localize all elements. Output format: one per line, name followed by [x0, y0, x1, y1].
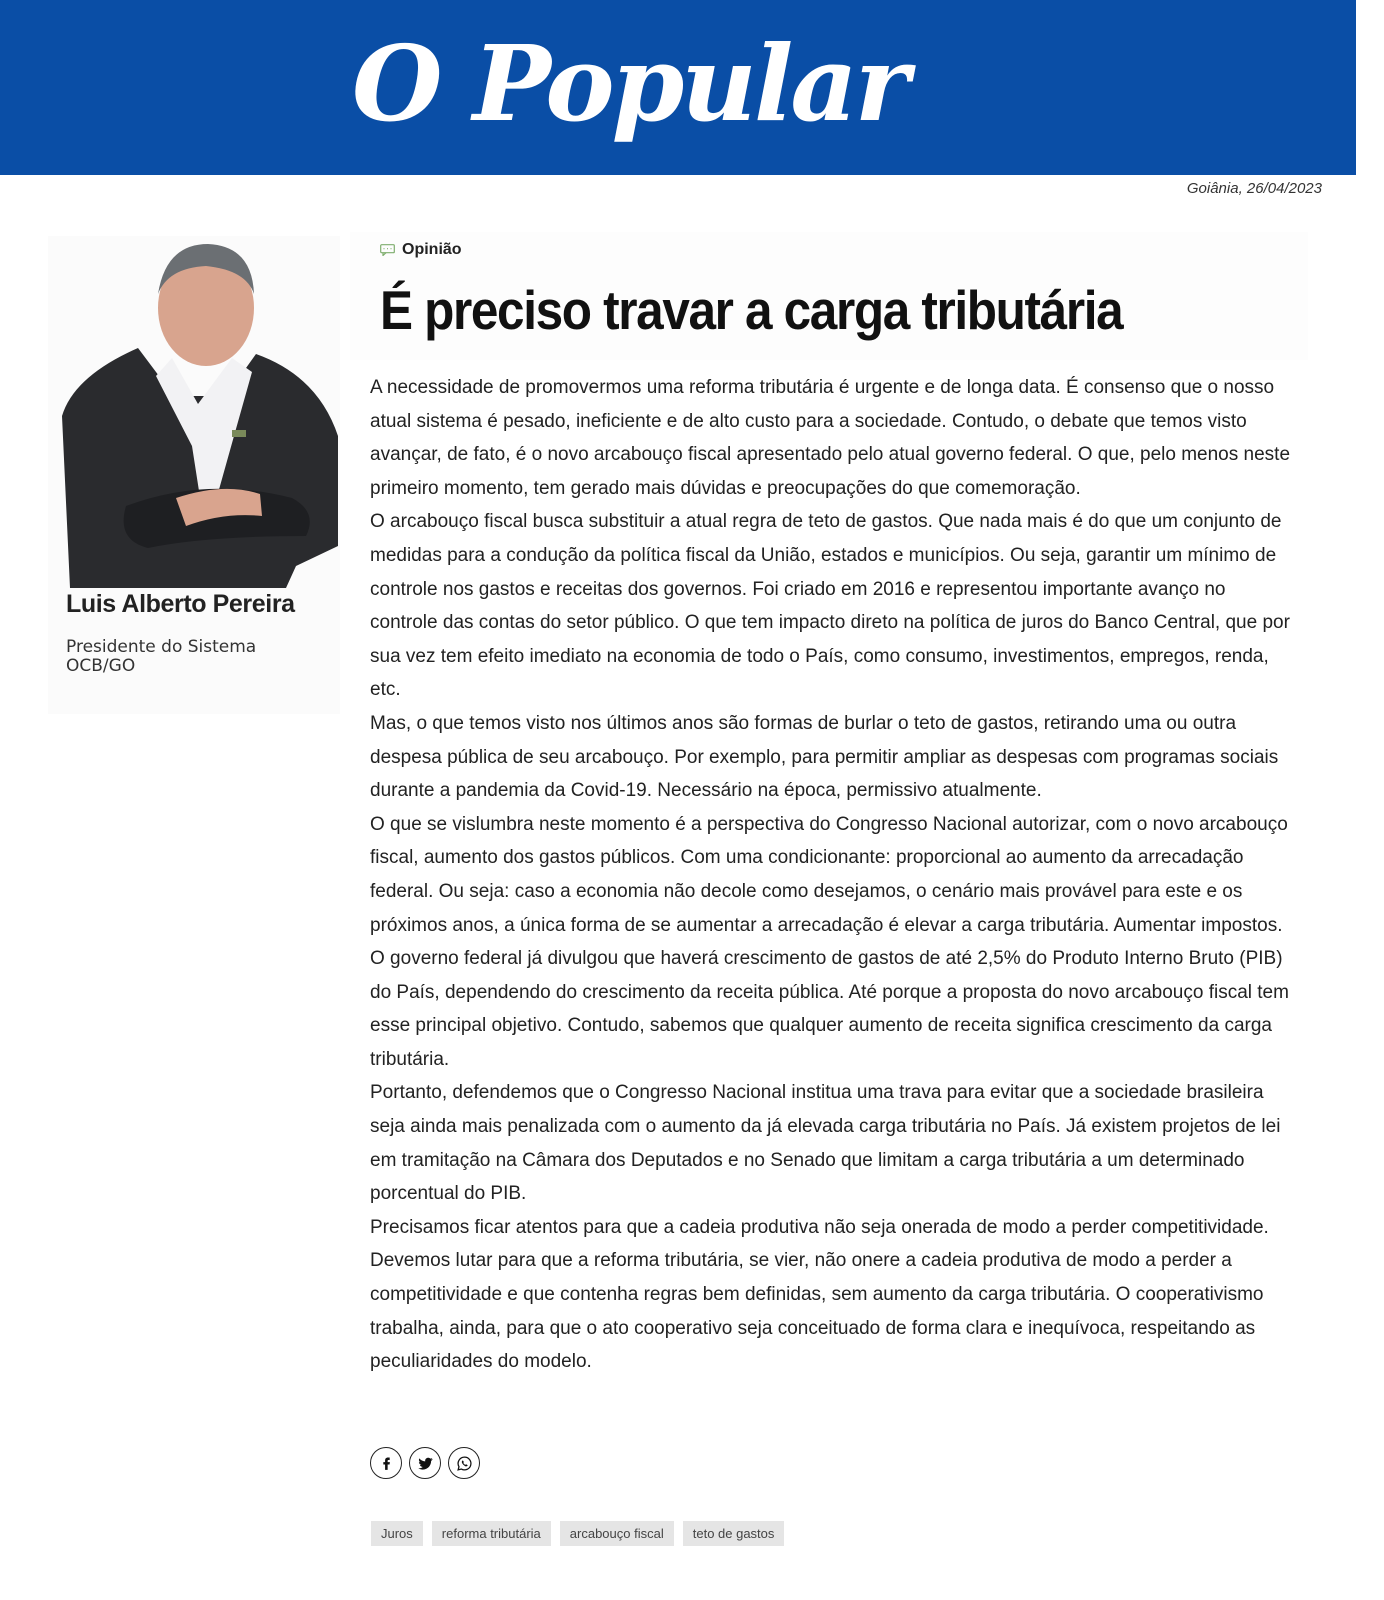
article-header — [350, 232, 1308, 360]
paragraph: O que se vislumbra neste momento é a perspectiva do Congresso Nacional autorizar, com o novo arcabouço fiscal, aumento dos gastos públicos. Com uma condicionante: proporcional ao aumento da arrecadação federal. Ou seja: caso a economia não decole como desejamos, o cenário mais provável para este e os próximos anos, a única forma de se aumentar a arrecadação é elevar a carga tributária. Aumentar impostos. — [370, 813, 1288, 936]
section-tag[interactable] — [380, 241, 462, 259]
whatsapp-share-button[interactable] — [448, 1447, 480, 1479]
facebook-share-button[interactable] — [370, 1447, 402, 1479]
twitter-icon — [417, 1455, 434, 1472]
facebook-icon — [378, 1455, 395, 1472]
tag[interactable]: Juros — [371, 1521, 423, 1546]
author-role: Presidente do Sistema OCB/GO — [66, 637, 257, 676]
paragraph: Portanto, defendemos que o Congresso Nacional institua uma trava para evitar que a sociedade brasileira seja ainda mais penalizada com o aumento da já elevada carga tributária no País. Já existem projetos de lei em tramitação na Câmara dos Deputados e no Senado que limitam a carga tributária a um determinado porcentual do PIB. — [370, 1082, 1281, 1205]
paragraph: O governo federal já divulgou que haverá crescimento de gastos de até 2,5% do Produto Interno Bruto (PIB) do País, dependendo do crescimento da receita pública. Até porque a proposta do novo arcabouço fiscal tem esse principal objetivo. Contudo, sabemos que qualquer aumento de receita significa crescimento da carga tributária. — [370, 948, 1289, 1070]
paragraph: O arcabouço fiscal busca substituir a atual regra de teto de gastos. Que nada mais é do que um conjunto de medidas para a condução da política fiscal da União, estados e municípios. Ou seja, garantir um mínimo de controle nos gastos e receitas dos governos. Foi criado em 2016 e representou importante avanço no controle das contas do setor público. O que tem impacto direto na política de juros do Banco Central, que por sua vez tem efeito imediato na economia de todo o País, como consumo, investimentos, empregos, renda, etc. — [370, 511, 1290, 701]
paragraph: A necessidade de promovermos uma reforma tributária é urgente e de longa data. É consenso que o nosso atual sistema é pesado, ineficiente e de alto custo para a sociedade. Contudo, o debate que temos visto avançar, de fato, é o novo arcabouço fiscal apresentado pelo atual governo federal. O que, pelo menos neste primeiro momento, tem gerado mais dúvidas e preocupações do que comemoração. — [370, 377, 1291, 499]
twitter-share-button[interactable] — [409, 1447, 441, 1479]
article-title: É preciso travar a carga tributária — [380, 279, 1123, 341]
author-photo — [56, 236, 338, 588]
tag[interactable]: reforma tributária — [432, 1521, 551, 1546]
author-name[interactable]: Luis Alberto Pereira — [66, 590, 295, 618]
article-body — [370, 371, 1296, 1379]
paragraph: Mas, o que temos visto nos últimos anos são formas de burlar o teto de gastos, retirando uma ou outra despesa pública de seu arcabouço. Por exemplo, para permitir ampliar as despesas com programas sociais durante a pandemia da Covid-19. Necessário na época, permissivo atualmente. — [370, 712, 1279, 802]
paragraph: Precisamos ficar atentos para que a cadeia produtiva não seja onerada de modo a perder competitividade. Devemos lutar para que a reforma tributária, se vier, não onere a cadeia produtiva de modo a perder a competitividade e que contenha regras bem definidas, sem aumento da carga tributária. O cooperativismo trabalha, ainda, para que o ato cooperativo seja conceituado de forma clara e inequívoca, respeitando as peculiaridades do modelo. — [370, 1216, 1269, 1373]
tag-list — [371, 1521, 784, 1546]
dateline: Goiânia, 26/04/2023 — [1186, 180, 1322, 197]
author-card — [48, 236, 340, 714]
share-bar — [370, 1447, 480, 1479]
whatsapp-icon — [456, 1455, 473, 1472]
comment-icon — [380, 244, 395, 256]
site-logo[interactable]: O Popular — [352, 22, 907, 145]
tag[interactable]: teto de gastos — [683, 1521, 785, 1546]
masthead — [0, 0, 1356, 175]
section-label: Opinião — [402, 241, 462, 258]
tag[interactable]: arcabouço fiscal — [560, 1521, 674, 1546]
